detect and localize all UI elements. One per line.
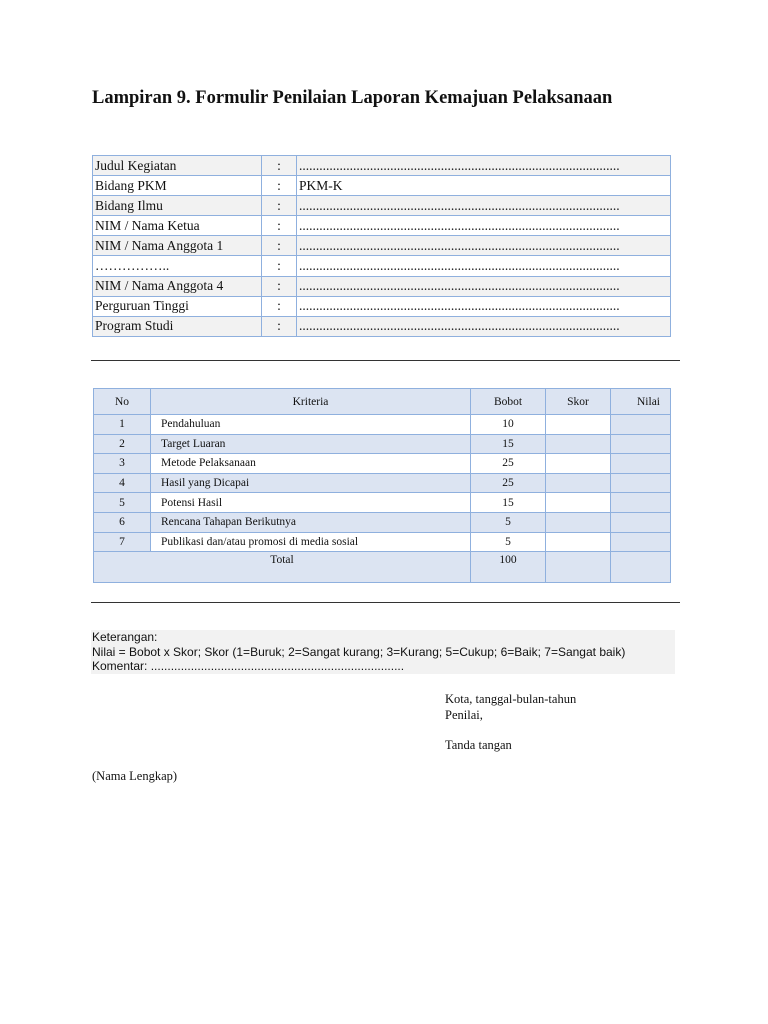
row-bobot: 5 — [471, 512, 546, 532]
table-row — [94, 532, 671, 552]
row-bobot: 25 — [471, 473, 546, 493]
row-no: 6 — [94, 512, 151, 532]
colon: : — [262, 256, 297, 276]
field-value[interactable]: PKM-K — [297, 176, 671, 196]
field-value[interactable]: ............................................................................................... — [297, 156, 671, 176]
header-skor: Skor — [546, 389, 611, 415]
header-no: No — [94, 389, 151, 415]
header-nilai: Nilai — [611, 389, 671, 415]
notes-heading: Keterangan: — [92, 630, 158, 644]
field-value[interactable]: ............................................................................................... — [297, 196, 671, 216]
total-label: Total — [94, 552, 471, 583]
total-skor-cell[interactable] — [546, 552, 611, 583]
field-label: Bidang PKM — [93, 176, 262, 196]
nilai-cell[interactable] — [611, 493, 671, 513]
table-row — [93, 216, 671, 236]
field-value[interactable]: ............................................................................................... — [297, 276, 671, 296]
total-bobot: 100 — [471, 552, 546, 583]
row-kriteria: Potensi Hasil — [151, 493, 471, 513]
colon: : — [262, 156, 297, 176]
nilai-cell[interactable] — [611, 415, 671, 435]
table-row — [93, 316, 671, 336]
table-row — [94, 473, 671, 493]
row-bobot: 15 — [471, 493, 546, 513]
row-kriteria: Hasil yang Dicapai — [151, 473, 471, 493]
signature-place-date: Kota, tanggal-bulan-tahun — [445, 692, 577, 706]
row-bobot: 15 — [471, 434, 546, 454]
table-header-row — [94, 389, 671, 415]
row-no: 3 — [94, 454, 151, 474]
table-row — [93, 196, 671, 216]
skor-cell[interactable] — [546, 512, 611, 532]
skor-cell[interactable] — [546, 532, 611, 552]
field-value[interactable]: ............................................................................................... — [297, 236, 671, 256]
colon: : — [262, 176, 297, 196]
total-row — [94, 552, 671, 583]
notes-scoring: Nilai = Bobot x Skor; Skor (1=Buruk; 2=Sangat kurang; 3=Kurang; 5=Cukup; 6=Baik; 7=Sangat baik) — [92, 644, 626, 659]
nilai-cell[interactable] — [611, 473, 671, 493]
skor-cell[interactable] — [546, 415, 611, 435]
colon: : — [262, 196, 297, 216]
row-kriteria: Publikasi dan/atau promosi di media sosial — [151, 532, 471, 552]
field-label: NIM / Nama Ketua — [93, 216, 262, 236]
colon: : — [262, 216, 297, 236]
row-no: 1 — [94, 415, 151, 435]
signature-sign: Tanda tangan — [445, 738, 512, 752]
colon: : — [262, 276, 297, 296]
table-row — [93, 236, 671, 256]
table-row — [94, 415, 671, 435]
skor-cell[interactable] — [546, 454, 611, 474]
notes-box — [91, 630, 675, 674]
table-row — [93, 156, 671, 176]
row-no: 5 — [94, 493, 151, 513]
field-label: Program Studi — [93, 316, 262, 336]
divider — [91, 602, 680, 603]
row-bobot: 10 — [471, 415, 546, 435]
notes-comment[interactable]: Komentar: ............................................................................ — [92, 659, 405, 673]
field-value[interactable]: ............................................................................................... — [297, 296, 671, 316]
table-row — [93, 176, 671, 196]
nilai-cell[interactable] — [611, 434, 671, 454]
header-bobot: Bobot — [471, 389, 546, 415]
total-nilai-cell[interactable] — [611, 552, 671, 583]
skor-cell[interactable] — [546, 493, 611, 513]
table-row — [94, 434, 671, 454]
header-kriteria: Kriteria — [151, 389, 471, 415]
table-row — [94, 512, 671, 532]
skor-cell[interactable] — [546, 434, 611, 454]
nilai-cell[interactable] — [611, 454, 671, 474]
scoring-table — [93, 388, 671, 583]
nilai-cell[interactable] — [611, 512, 671, 532]
field-value[interactable]: ............................................................................................... — [297, 216, 671, 236]
divider — [91, 360, 680, 361]
colon: : — [262, 236, 297, 256]
row-no: 4 — [94, 473, 151, 493]
table-row — [93, 296, 671, 316]
field-value[interactable]: ............................................................................................... — [297, 316, 671, 336]
row-kriteria: Rencana Tahapan Berikutnya — [151, 512, 471, 532]
field-label: Bidang Ilmu — [93, 196, 262, 216]
row-no: 7 — [94, 532, 151, 552]
skor-cell[interactable] — [546, 473, 611, 493]
signature-name: (Nama Lengkap) — [92, 769, 178, 783]
row-kriteria: Pendahuluan — [151, 415, 471, 435]
table-row — [93, 256, 671, 276]
field-label: Judul Kegiatan — [93, 156, 262, 176]
table-row — [93, 276, 671, 296]
field-label: …………….. — [93, 256, 262, 276]
row-bobot: 5 — [471, 532, 546, 552]
field-label: NIM / Nama Anggota 4 — [93, 276, 262, 296]
table-row — [94, 454, 671, 474]
field-value[interactable]: ............................................................................................... — [297, 256, 671, 276]
table-row — [94, 493, 671, 513]
field-label: NIM / Nama Anggota 1 — [93, 236, 262, 256]
row-bobot: 25 — [471, 454, 546, 474]
field-label: Perguruan Tinggi — [93, 296, 262, 316]
nilai-cell[interactable] — [611, 532, 671, 552]
row-no: 2 — [94, 434, 151, 454]
identity-table — [92, 155, 671, 337]
page-title: Lampiran 9. Formulir Penilaian Laporan Kemajuan Pelaksanaan — [92, 88, 613, 108]
row-kriteria: Metode Pelaksanaan — [151, 454, 471, 474]
signature-role: Penilai, — [445, 708, 483, 722]
colon: : — [262, 316, 297, 336]
row-kriteria: Target Luaran — [151, 434, 471, 454]
colon: : — [262, 296, 297, 316]
